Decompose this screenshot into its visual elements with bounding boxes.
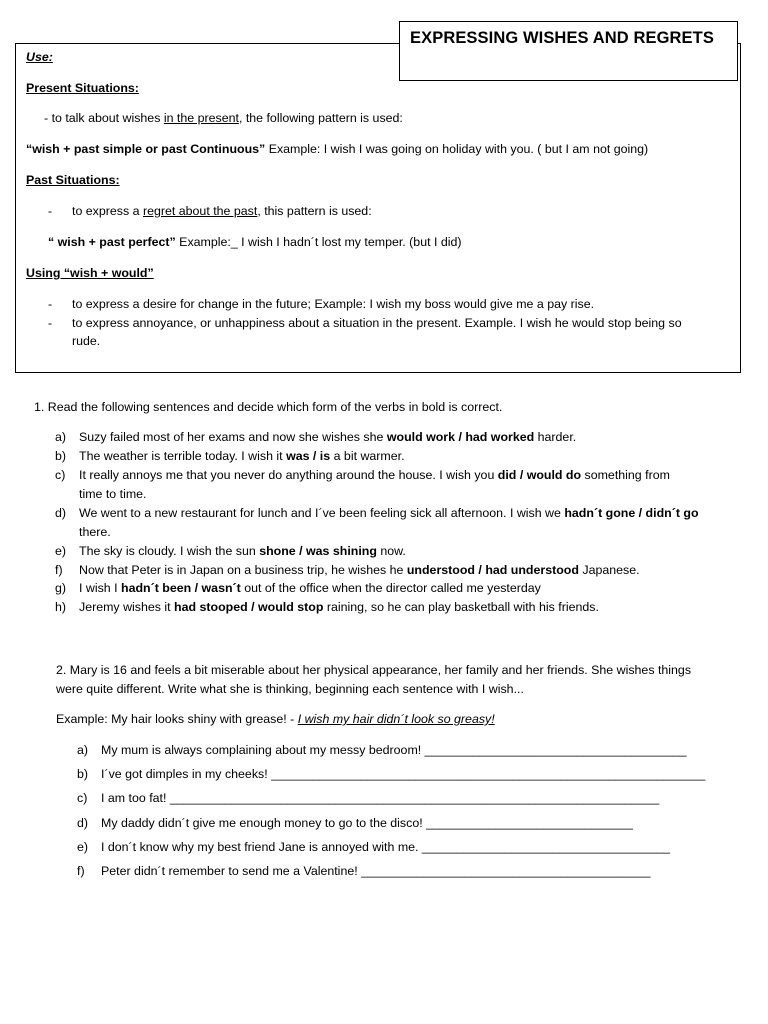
past-bullet: - <box>48 204 53 218</box>
exercise1-item-d <box>55 506 699 520</box>
page-title: EXPRESSING WISHES AND REGRETS <box>410 29 714 47</box>
exercise1-instruction: 1. Read the following sentences and decide which form of the verbs in bold is correct. <box>34 400 503 414</box>
exercise1-item-g <box>55 581 541 595</box>
past-heading: Past Situations: <box>26 173 120 187</box>
item-marker: f) <box>55 563 63 577</box>
exercise2-example <box>56 712 495 726</box>
item-choice: did / would do <box>497 468 582 482</box>
exercise1-item-a <box>55 430 576 444</box>
item-choice: understood / had understood <box>406 563 579 577</box>
exercise2-item-c <box>77 791 659 805</box>
item-marker: h) <box>55 600 67 614</box>
item-text-end: something from <box>581 468 670 482</box>
present-pattern-formula: “wish + past simple or past Continuous” <box>26 142 266 156</box>
past-usage-underline: regret about the past <box>142 204 258 218</box>
item-text: We went to a new restaurant for lunch and I´ve been feeling sick all afternoon. I wish we <box>79 506 565 520</box>
exercise2-item-b <box>77 767 705 781</box>
exercise2-instruction-2: were quite different. Write what she is thinking, beginning each sentence with I wish... <box>56 682 524 696</box>
exercise2-item-f <box>77 864 651 878</box>
example-prefix: Example: My hair looks shiny with grease! - <box>56 712 298 726</box>
item-marker: c) <box>77 791 88 805</box>
would-item-1: to express a desire for change in the future; Example: I wish my boss would give me a pay rise. <box>72 297 595 311</box>
item-choice: was / is <box>286 449 331 463</box>
item-choice: hadn´t been / wasn´t <box>121 581 241 595</box>
present-pattern-example: Example: I wish I was going on holiday with you. ( but I am not going) <box>265 142 649 156</box>
item-marker: e) <box>77 840 89 854</box>
item-choice: hadn´t gone / didn´t go <box>564 506 699 520</box>
item-text-with-blank: I am too fat! _______________________________________________________________________ <box>101 791 660 805</box>
example-answer: I wish my hair didn´t look so greasy! <box>297 712 495 726</box>
item-text-end: harder. <box>534 430 577 444</box>
exercise1-item-f <box>55 563 640 577</box>
item-text-end: raining, so he can play basketball with his friends. <box>323 600 599 614</box>
item-text-with-blank: I´ve got dimples in my cheeks! _______________________________________________________________ <box>101 767 706 781</box>
item-text: Now that Peter is in Japan on a business trip, he wishes he <box>79 563 407 577</box>
item-text: Suzy failed most of her exams and now she wishes she <box>79 430 387 444</box>
past-usage-suffix: , this pattern is used: <box>257 204 372 218</box>
item-marker: g) <box>55 581 67 595</box>
exercise2-instruction-1: 2. Mary is 16 and feels a bit miserable about her physical appearance, her family and her friends. She wishes things <box>56 663 692 677</box>
item-text: Jeremy wishes it <box>79 600 175 614</box>
item-text-end: a bit warmer. <box>330 449 405 463</box>
title-box <box>399 21 738 81</box>
exercise2-item-a <box>77 743 687 757</box>
item-choice: shone / was shining <box>259 544 377 558</box>
item-marker: a) <box>55 430 67 444</box>
item-text: The weather is terrible today. I wish it <box>79 449 287 463</box>
item-text-with-blank: I don´t know why my best friend Jane is annoyed with me. ____________________________________ <box>101 840 671 854</box>
would-bullet-1: - <box>48 297 53 311</box>
item-text-end: now. <box>376 544 406 558</box>
item-marker: d) <box>77 816 89 830</box>
past-pattern-formula: “ wish + past perfect” <box>48 235 176 249</box>
item-marker: c) <box>55 468 66 482</box>
exercise1-item-e <box>55 544 406 558</box>
item-marker: b) <box>55 449 67 463</box>
use-box <box>15 43 741 373</box>
would-item-2: to express annoyance, or unhappiness about a situation in the present. Example. I wish he would stop being so <box>72 316 682 330</box>
item-marker: f) <box>77 864 85 878</box>
item-text-with-blank: My mum is always complaining about my messy bedroom! ______________________________________ <box>101 743 687 757</box>
exercise2-item-e <box>77 840 670 854</box>
item-marker: d) <box>55 506 67 520</box>
present-usage-underline: in the present <box>163 111 239 125</box>
item-text: I wish I <box>79 581 121 595</box>
item-choice: had stooped / would stop <box>174 600 324 614</box>
item-marker: a) <box>77 743 89 757</box>
exercise1-item-c-cont: time to time. <box>79 487 147 501</box>
would-item-2-cont: rude. <box>72 334 101 348</box>
item-marker: e) <box>55 544 67 558</box>
past-usage-prefix: to express a <box>72 204 143 218</box>
present-usage-suffix: , the following pattern is used: <box>238 111 403 125</box>
would-heading: Using “wish + would” <box>26 266 154 280</box>
exercise2-item-d <box>77 816 633 830</box>
item-text: It really annoys me that you never do anything around the house. I wish you <box>79 468 498 482</box>
use-heading: Use: <box>26 50 53 64</box>
present-usage-prefix: - to talk about wishes <box>44 111 164 125</box>
item-text-end: Japanese. <box>578 563 640 577</box>
item-marker: b) <box>77 767 89 781</box>
item-choice: would work / had worked <box>386 430 535 444</box>
item-text-with-blank: Peter didn´t remember to send me a Valentine! __________________________________________ <box>101 864 651 878</box>
exercise1-item-d-cont: there. <box>79 525 111 539</box>
item-text-with-blank: My daddy didn´t give me enough money to go to the disco! ______________________________ <box>101 816 633 830</box>
item-text: The sky is cloudy. I wish the sun <box>79 544 260 558</box>
exercise1-item-h <box>55 600 599 614</box>
present-heading: Present Situations: <box>26 81 139 95</box>
exercise1-item-c <box>55 468 670 482</box>
past-pattern-example: Example:_ I wish I hadn´t lost my temper. (but I did) <box>175 235 462 249</box>
would-bullet-2: - <box>48 316 53 330</box>
exercise1-item-b <box>55 449 405 463</box>
item-text-end: out of the office when the director called me yesterday <box>240 581 541 595</box>
